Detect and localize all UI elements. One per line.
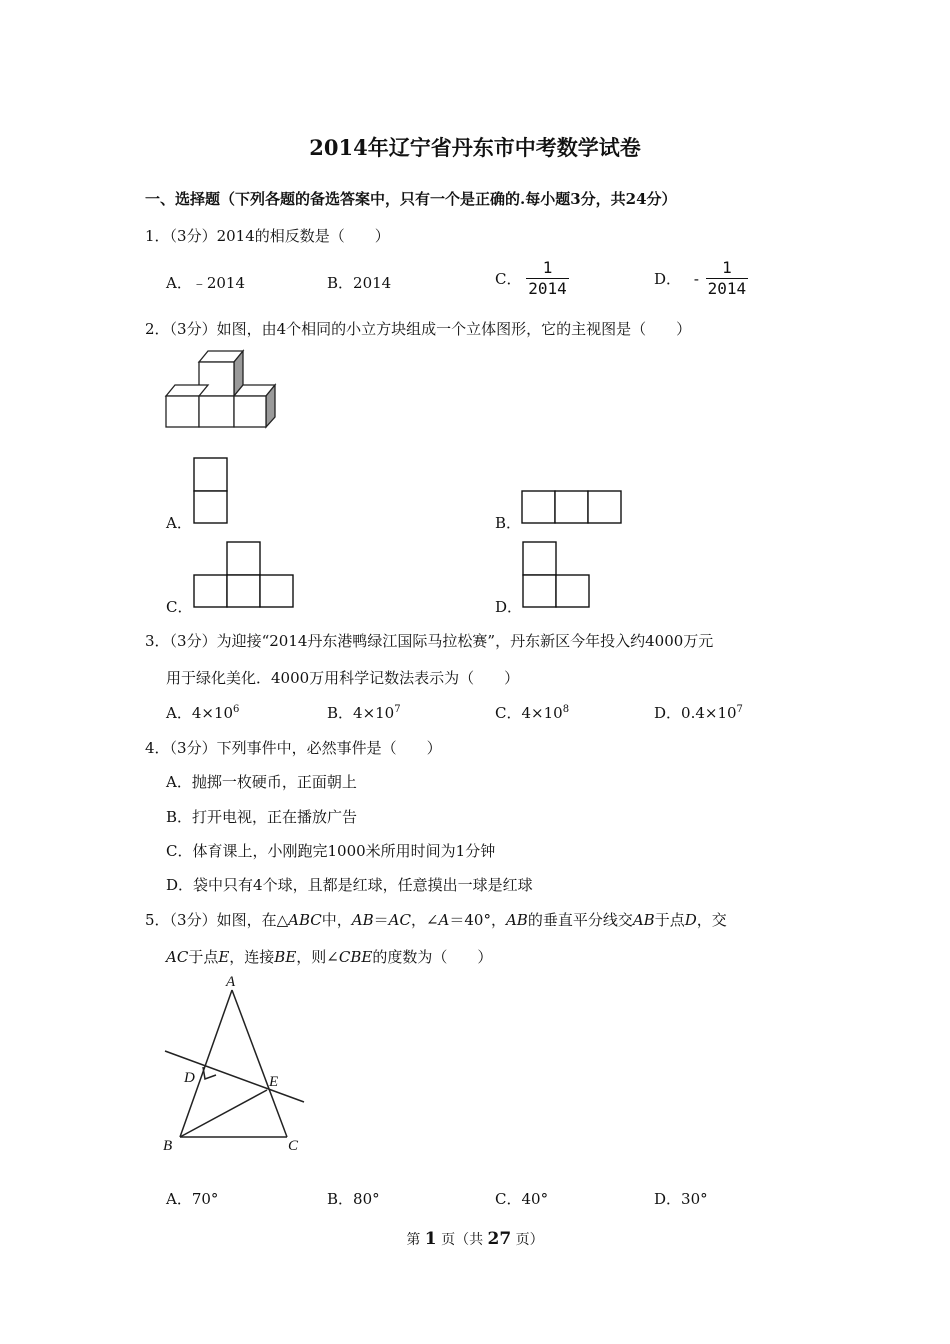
q5-option-d: D．30°: [654, 1190, 708, 1208]
q3-stem-line1: 3．（3分）为迎接“2014丹东港鸭绿江国际马拉松赛”，丹东新区今年投入约4000万元: [145, 632, 714, 650]
square: [260, 575, 293, 607]
q2-option-d: D．: [495, 598, 523, 616]
q5-math: ABC: [288, 911, 322, 929]
q5-text: ，则∠: [296, 948, 339, 966]
q5-math: D: [684, 911, 697, 929]
label-E: E: [269, 1074, 279, 1090]
q3-d-base: D．0.4×10: [654, 704, 737, 722]
q5-math: E: [218, 948, 230, 966]
label-A: A: [226, 974, 236, 990]
square: [227, 542, 260, 575]
q3-option-c: [495, 702, 569, 723]
q4-option-a: A．抛掷一枚硬币，正面朝上: [166, 773, 357, 791]
q1-d-numerator: 1: [722, 258, 732, 277]
q2-option-a: A．: [166, 514, 192, 532]
q5-math: AC: [166, 948, 189, 966]
q5-math: AB: [351, 911, 374, 929]
q5-stem-line1: [145, 909, 727, 930]
cube-top-front: [199, 362, 234, 396]
q2-stem: 2．（3分）如图，由4个相同的小立方块组成一个立体图形，它的主视图是（ ）: [145, 320, 692, 338]
q5-text: ，交: [696, 911, 727, 929]
q5-option-b: B．80°: [327, 1190, 380, 1208]
q5-stem-line2: [166, 946, 492, 967]
segment-AC: [232, 990, 287, 1137]
square: [227, 575, 260, 607]
footer-total-pages: 27: [487, 1229, 512, 1249]
q3-d-exponent: 7: [736, 704, 743, 715]
q3-a-exponent: 6: [233, 704, 240, 715]
square: [556, 575, 589, 607]
q5-option-c: C．40°: [495, 1190, 549, 1208]
q5-option-a: A．70°: [166, 1190, 219, 1208]
square: [522, 491, 555, 523]
q5-math: A: [438, 911, 450, 929]
q5-text: 中，: [321, 911, 352, 929]
q1-stem: 1．（3分）2014的相反数是（ ）: [145, 227, 390, 245]
q1-option-d-label: D．: [654, 270, 682, 288]
label-D: D: [184, 1070, 195, 1086]
footer-text: 第: [406, 1232, 421, 1248]
q4-option-c: C．体育课上，小刚跑完1000米所用时间为1分钟: [166, 842, 496, 860]
q1-d-denominator: 2014: [707, 279, 747, 298]
q4-option-b: B．打开电视，正在播放广告: [166, 808, 358, 826]
q1-option-d-sign: -: [691, 269, 701, 288]
q5-text: 于点: [654, 911, 685, 929]
q3-stem-line2: 用于绿化美化．4000万用科学记数法表示为（ ）: [166, 669, 520, 687]
triangle-figure: [160, 972, 310, 1157]
q5-text: ，∠: [410, 911, 439, 929]
q2-option-c: C．: [166, 598, 193, 616]
q1-option-a: A．﹣2014: [166, 274, 246, 292]
q2-option-b: B．: [495, 514, 522, 532]
section-heading: 一、选择题（下列各题的备选答案中，只有一个是正确的.每小题3分，共24分）: [145, 190, 677, 208]
segment-BE: [180, 1090, 267, 1137]
square: [555, 491, 588, 523]
square: [194, 575, 227, 607]
label-B: B: [163, 1138, 173, 1154]
q2-option-d-figure: [522, 541, 592, 609]
cube-right-front: [234, 396, 266, 427]
q1-option-d-fraction: [706, 258, 749, 299]
q5-math: AC: [388, 911, 411, 929]
cube-left-front: [166, 396, 199, 427]
q3-option-a: [166, 702, 239, 723]
square: [523, 542, 556, 575]
q5-text: 于点: [188, 948, 219, 966]
q1-option-c-fraction: [526, 258, 569, 299]
label-C: C: [288, 1138, 299, 1154]
q5-math: AB: [632, 911, 655, 929]
q4-option-d: D．袋中只有4个球，且都是红球，任意摸出一球是红球: [166, 876, 533, 894]
q1-option-c-label: C．: [495, 270, 522, 288]
square: [588, 491, 621, 523]
page-footer: [0, 1229, 950, 1249]
q1-c-numerator: 1: [542, 258, 553, 277]
q3-a-base: A．4×10: [166, 704, 234, 722]
q1-c-denominator: 2014: [528, 279, 567, 298]
q5-text: ＝: [373, 911, 389, 929]
square: [194, 458, 227, 491]
q5-math: CBE: [338, 948, 373, 966]
segment-AB: [180, 990, 232, 1137]
q1-option-d: [654, 258, 748, 299]
q1-option-b: B．2014: [327, 274, 392, 292]
q1-option-c: [495, 258, 569, 299]
q2-option-c-figure: [193, 541, 295, 609]
q3-option-d: [654, 702, 743, 723]
q3-c-exponent: 8: [562, 704, 570, 715]
q2-option-b-figure: [521, 490, 623, 526]
q2-option-a-figure: [193, 457, 229, 525]
q5-text: 5．（3分）如图，在△: [145, 911, 289, 929]
footer-page-number: 1: [424, 1229, 437, 1249]
q3-b-base: B．4×10: [327, 704, 395, 722]
cube-middle-front: [199, 396, 234, 427]
square: [523, 575, 556, 607]
cube-stack-figure: [160, 348, 285, 430]
q3-b-exponent: 7: [394, 704, 401, 715]
square: [194, 491, 227, 523]
q3-c-base: C．4×10: [495, 704, 563, 722]
q5-math: BE: [274, 948, 297, 966]
footer-text: 页（共: [441, 1232, 484, 1248]
q3-option-b: [327, 702, 401, 723]
footer-text: 页）: [515, 1232, 544, 1248]
q5-text: ，连接: [229, 948, 275, 966]
q5-text: 的垂直平分线交: [527, 911, 633, 929]
q5-text: ＝40°，: [449, 911, 506, 929]
q4-stem: 4．（3分）下列事件中，必然事件是（ ）: [145, 739, 442, 757]
q5-math: AB: [505, 911, 528, 929]
page-title: 2014年辽宁省丹东市中考数学试卷: [309, 135, 641, 160]
q5-text: 的度数为（ ）: [372, 948, 493, 966]
